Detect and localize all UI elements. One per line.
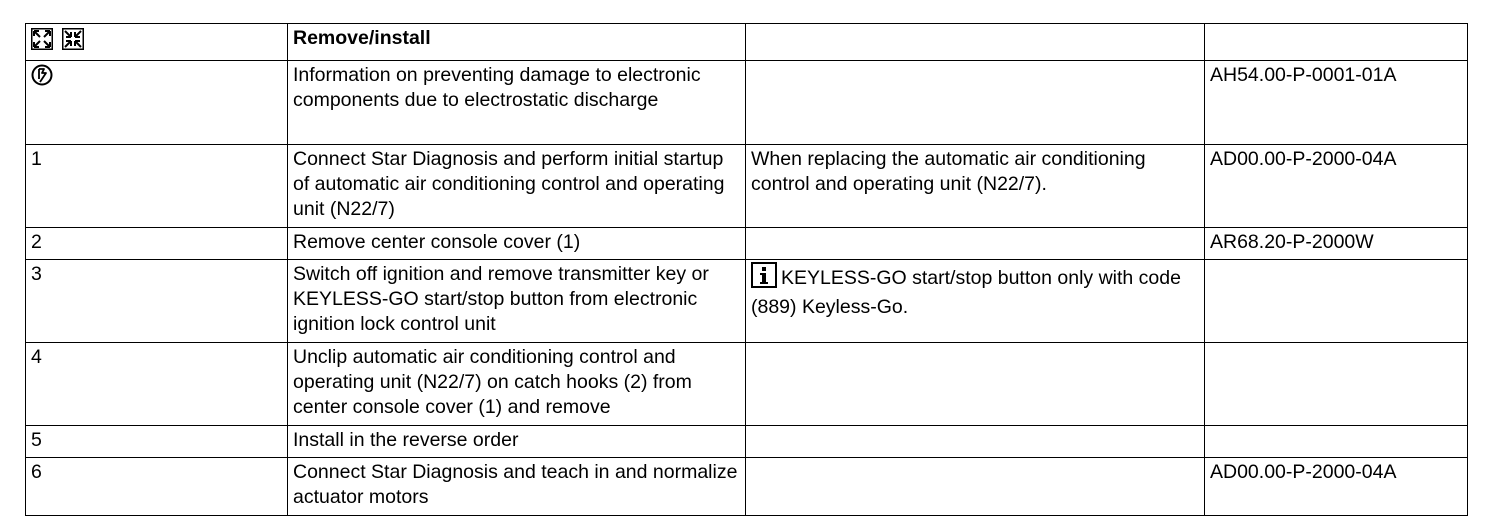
- doc-reference-link[interactable]: AD00.00-P-2000-04A: [1205, 145, 1468, 228]
- doc-reference-cell: [1205, 426, 1468, 458]
- info-icon: [751, 262, 777, 295]
- step-number: 4: [26, 343, 288, 426]
- procedure-sheet: [25, 23, 1468, 516]
- header-ref-cell: [1205, 24, 1468, 61]
- step-note: [746, 61, 1205, 145]
- collapse-icon[interactable]: [62, 28, 84, 57]
- step-text: Switch off ignition and remove transmitter key or KEYLESS-GO start/stop button from electronic ignition lock control unit: [288, 260, 746, 343]
- step-text: Remove center console cover (1): [288, 228, 746, 260]
- header-note-cell: [746, 24, 1205, 61]
- step-text: Information on preventing damage to electronic components due to electrostatic discharge: [288, 61, 746, 145]
- header-icons-cell: [26, 24, 288, 61]
- procedure-table: [25, 23, 1468, 516]
- table-row: [26, 343, 1468, 426]
- step-note: [746, 458, 1205, 516]
- step-number: 2: [26, 228, 288, 260]
- step-note: [746, 260, 1205, 343]
- table-row: [26, 228, 1468, 260]
- step-number: 1: [26, 145, 288, 228]
- header-title: Remove/install: [288, 24, 746, 61]
- step-note: When replacing the automatic air conditioning control and operating unit (N22/7).: [746, 145, 1205, 228]
- step-number: 6: [26, 458, 288, 516]
- table-row: [26, 458, 1468, 516]
- doc-reference-cell: [1205, 260, 1468, 343]
- header-row: [26, 24, 1468, 61]
- doc-reference-cell: [1205, 343, 1468, 426]
- step-text: Unclip automatic air conditioning control and operating unit (N22/7) on catch hooks (2) from center console cover (1) and remove: [288, 343, 746, 426]
- step-note: [746, 228, 1205, 260]
- esd-warning-icon: [31, 64, 53, 93]
- table-row: [26, 145, 1468, 228]
- table-row: [26, 426, 1468, 458]
- step-cell: [26, 61, 288, 145]
- step-number: 3: [26, 260, 288, 343]
- step-text: Connect Star Diagnosis and perform initial startup of automatic air conditioning control and operating unit (N22/7): [288, 145, 746, 228]
- table-row: [26, 260, 1468, 343]
- doc-reference-link[interactable]: AR68.20-P-2000W: [1205, 228, 1468, 260]
- step-number: 5: [26, 426, 288, 458]
- step-note-text: KEYLESS-GO start/stop button only with code (889) Keyless-Go.: [751, 267, 1181, 318]
- table-row: [26, 61, 1468, 145]
- step-text: Install in the reverse order: [288, 426, 746, 458]
- doc-reference-link[interactable]: AD00.00-P-2000-04A: [1205, 458, 1468, 516]
- step-text: Connect Star Diagnosis and teach in and normalize actuator motors: [288, 458, 746, 516]
- doc-reference-link[interactable]: AH54.00-P-0001-01A: [1205, 61, 1468, 145]
- expand-icon[interactable]: [31, 28, 53, 57]
- step-note: [746, 426, 1205, 458]
- step-note: [746, 343, 1205, 426]
